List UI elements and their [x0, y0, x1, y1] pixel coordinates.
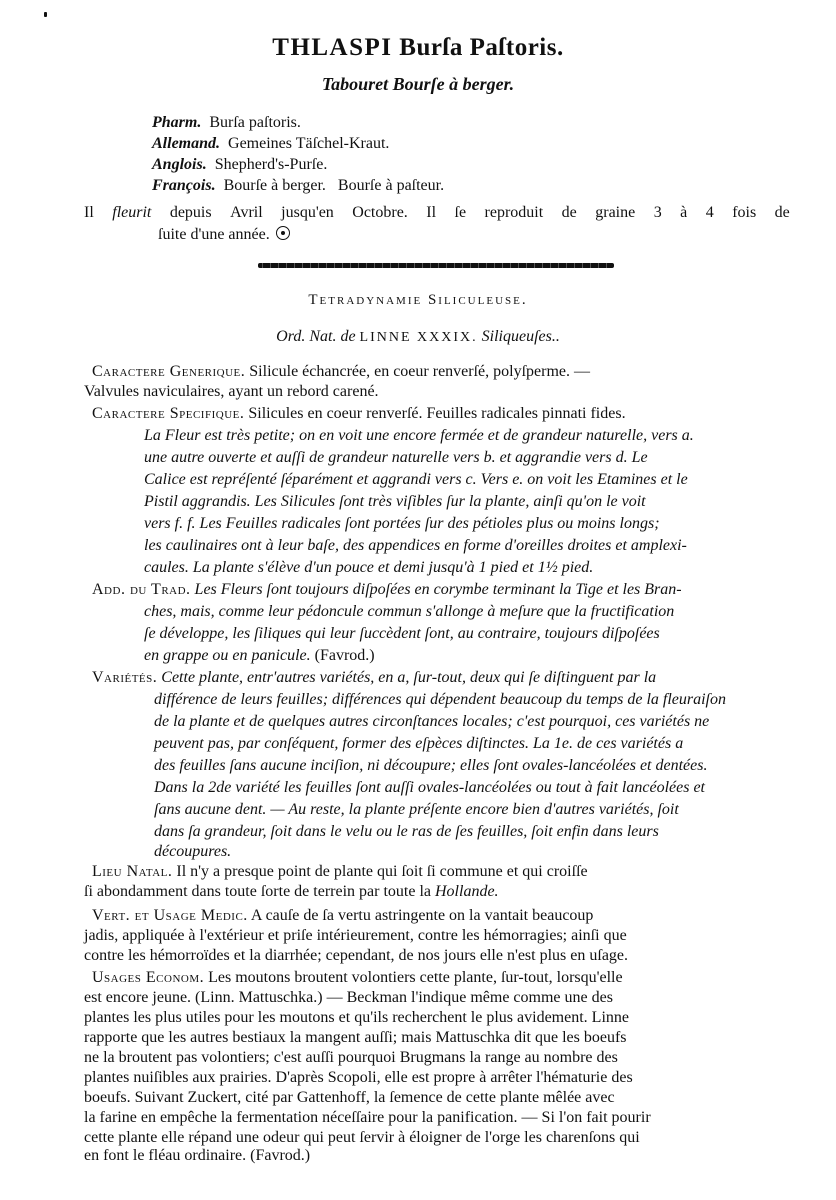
- text-line: [154, 822, 794, 842]
- italic-text: des feuilles ſans aucune inciſion, ni découpure; elles ſont ovales-lancéolées et dentées.: [154, 757, 708, 774]
- italic-text: découpures.: [154, 843, 232, 860]
- text-line: [84, 946, 784, 966]
- perennial-sun-symbol-icon: [276, 226, 290, 240]
- text-line: [154, 778, 794, 798]
- text-line: [144, 602, 794, 622]
- body-text: est encore jeune. (Linn. Mattuschka.) — Beckman l'indique même comme une des: [84, 989, 613, 1006]
- italic-text: dans ſa grandeur, ſoit dans le velu ou le ras de ſes feuilles, ſoit enfin dans leurs: [154, 823, 659, 840]
- name-language: Allemand.: [152, 135, 221, 152]
- body-text: Il n'y a presque point de plante qui ſoit ſi commune et qui croiſſe: [172, 863, 588, 880]
- body-text: rapporte que les autres bestiaux la mangent auſſi; mais Mattuschka dit que les boeufs: [84, 1029, 627, 1046]
- text-line: [84, 882, 564, 902]
- section-heading: Add. du Trad.: [92, 581, 191, 598]
- name-value: Shepherd's-Purſe.: [214, 156, 328, 173]
- body-text: cette plante elle répand une odeur qui peut ſervir à éloigner de l'orge les charenſons qui: [84, 1129, 640, 1146]
- name-value: Bourſe à berger. Bourſe à paſteur.: [223, 177, 445, 194]
- text-line: [144, 492, 794, 512]
- text-line: [84, 1146, 384, 1166]
- text-line: [84, 1088, 784, 1108]
- name-row-pharm: [152, 112, 444, 133]
- french-common-name: Tabouret Bourſe à berger.: [321, 74, 515, 94]
- genus-name: THLASPI: [272, 34, 393, 61]
- body-text: A cauſe de ſa vertu astringente on la vantait beaucoup: [247, 907, 594, 924]
- page-title: [0, 34, 836, 62]
- flowering-word: ſe: [454, 204, 467, 221]
- italic-text: Hollande.: [435, 883, 499, 900]
- italic-text: vers f. f. Les Feuilles radicales ſont portées ſur des pétioles plus ou moins longs;: [144, 515, 660, 532]
- text-line: [144, 514, 794, 534]
- body-text: (Favrod.): [310, 647, 375, 664]
- italic-text: Cette plante, entr'autres variétés, en a, ſur-tout, deux qui ſe diſtinguent par la: [157, 669, 657, 686]
- text-line: [84, 1128, 784, 1148]
- name-value: Burſa paſtoris.: [209, 114, 301, 131]
- body-text: plantes les plus utiles pour les moutons et qu'ils recherchent le plus avidement. Linne: [84, 1009, 629, 1026]
- name-value: Gemeines Täſchel-Kraut.: [228, 135, 390, 152]
- name-row-allemand: [152, 133, 444, 154]
- italic-text: ſe développe, les ſiliques qui leur ſuccèdent ſont, au contraire, toujours diſpoſées: [144, 625, 660, 642]
- flowering-word: fois: [732, 204, 757, 221]
- body-text: en font le fléau ordinaire. (Favrod.): [84, 1147, 311, 1164]
- body-text: plantes nuiſibles aux prairies. D'après Scopoli, elle est propre à arrêter l'hématurie des: [84, 1069, 633, 1086]
- text-line: [144, 536, 794, 556]
- flowering-period: [84, 202, 790, 246]
- name-language: François.: [152, 177, 216, 194]
- body-text: jadis, appliquée à l'extérieur et priſe intérieurement, contre les hémorragies; ainſi que: [84, 927, 627, 944]
- section-heading: Caractere Specifique.: [92, 405, 245, 422]
- section-heading: Vert. et Usage Medic.: [92, 907, 248, 924]
- natural-order-line: [0, 328, 836, 346]
- linnaean-class: Tetradynamie Siliculeuse.: [308, 292, 528, 308]
- flowering-word: Avril: [230, 204, 263, 221]
- flowering-word: Il: [426, 204, 437, 221]
- text-line: [154, 712, 794, 732]
- text-line: [84, 1008, 784, 1028]
- text-line: [144, 624, 794, 644]
- section-heading: Lieu Natal.: [92, 863, 173, 880]
- text-line: [84, 1048, 784, 1068]
- text-line: [84, 1028, 784, 1048]
- italic-text: peuvent pas, par conſéquent, former des eſpèces diſtinctes. La 1e. de ces variétés a: [154, 735, 684, 752]
- flowering-word: de: [774, 204, 790, 221]
- text-line: [84, 988, 784, 1008]
- section-heading: Caractere Generique.: [92, 363, 246, 380]
- order-prefix: Ord. Nat. de: [276, 328, 356, 345]
- italic-text: les caulinaires ont à leur baſe, des appendices en forme d'oreilles droites et amplexi-: [144, 537, 687, 554]
- text-line: [92, 862, 792, 882]
- text-line: [84, 1108, 784, 1128]
- text-line: [154, 756, 794, 776]
- vernacular-names-list: [152, 112, 444, 196]
- text-line: [92, 968, 792, 988]
- text-line: [144, 558, 684, 578]
- italic-text: ſans aucune dent. — Au reste, la plante préſente encore bien d'autres variétés, ſoit: [154, 801, 679, 818]
- name-language: Anglois.: [152, 156, 207, 173]
- italic-text: de la plante et de quelques autres circonſtances locales; c'est pourquoi, ces variétés ne: [154, 713, 710, 730]
- flowering-word: fleurit: [112, 204, 152, 221]
- text-line: [154, 842, 794, 862]
- body-text: Silicules en coeur renverſé. Feuilles radicales pinnati fides.: [244, 405, 626, 422]
- body-text: Silicule échancrée, en coeur renverſé, polyſperme. —: [245, 363, 591, 380]
- body-text: ne la broutent pas volontiers; c'est auſſi pourquoi Brugmans la range au nombre des: [84, 1049, 618, 1066]
- section-heading: Usages Econom.: [92, 969, 205, 986]
- body-text: ſi abondamment dans toute ſorte de terrein par toute la: [84, 883, 435, 900]
- italic-text: caules. La plante s'élève d'un pouce et demi jusqu'à 1 pied et 1½ pied.: [144, 559, 594, 576]
- flowering-word: Octobre.: [352, 204, 408, 221]
- text-line: [144, 646, 544, 666]
- body-text: contre les hémorroïdes et la diarrhée; cependant, de nos jours elle n'est plus en uſage.: [84, 947, 629, 964]
- italic-text: La Fleur est très petite; on en voit une encore fermée et de grandeur naturelle, vers a.: [144, 427, 694, 444]
- name-language: Pharm.: [152, 114, 202, 131]
- flowering-word: 4: [705, 204, 714, 221]
- text-line: [154, 690, 794, 710]
- species-name: Burſa Paſtoris.: [399, 34, 564, 61]
- flowering-word: graine: [595, 204, 636, 221]
- body-text: boeufs. Suivant Zuckert, cité par Gattenhoff, la ſemence de cette plante mêlée avec: [84, 1089, 615, 1106]
- body-text: Les moutons broutent volontiers cette plante, ſur-tout, lorsqu'elle: [204, 969, 623, 986]
- flowering-word: à: [680, 204, 688, 221]
- italic-text: ches, mais, comme leur pédoncule commun s'allonge à meſure que la fructification: [144, 603, 675, 620]
- text-line: [92, 580, 792, 600]
- italic-text: Dans la 2de variété les feuilles ſont auſſi ovales-lancéolées ou tout à fait lancéolées et: [154, 779, 705, 796]
- italic-text: en grappe ou en panicule.: [144, 647, 311, 664]
- text-line: [144, 470, 794, 490]
- section-heading: Variétés.: [92, 669, 158, 686]
- flowering-line-1: [84, 202, 790, 224]
- name-row-francois: [152, 175, 444, 196]
- text-line: [154, 800, 794, 820]
- italic-text: différence de leurs feuilles; différences qui dépendent beaucoup du temps de la fleuraiſon: [154, 691, 726, 708]
- italic-text: Calice est repréſenté ſéparément et aggrandi vers c. Vers e. on voit les Etamines et le: [144, 471, 688, 488]
- text-line: [84, 382, 784, 402]
- order-suffix: Siliqueuſes..: [481, 328, 560, 345]
- ink-speck: [44, 12, 47, 17]
- text-line: [144, 426, 794, 446]
- order-linne: LINNE XXXIX.: [359, 330, 478, 345]
- ornamental-divider: [258, 263, 614, 268]
- flowering-word: jusqu'en: [281, 204, 334, 221]
- flowering-word: de: [561, 204, 577, 221]
- text-line: [92, 404, 792, 424]
- body-text: la farine en empêche la fermentation néceſſaire pour la panification. — Si l'on fait pourir: [84, 1109, 651, 1126]
- flowering-word: reproduit: [484, 204, 544, 221]
- flowering-word: 3: [653, 204, 662, 221]
- text-line: [92, 362, 792, 382]
- text-line: [144, 448, 794, 468]
- text-line: [84, 1068, 784, 1088]
- text-line: [92, 906, 792, 926]
- body-text: Valvules naviculaires, ayant un rebord carené.: [84, 383, 379, 400]
- text-line: [84, 926, 784, 946]
- flowering-line-2-text: ſuite d'une année.: [158, 226, 270, 243]
- text-line: [154, 734, 794, 754]
- name-row-anglois: [152, 154, 444, 175]
- flowering-word: Il: [84, 204, 94, 221]
- flowering-word: depuis: [169, 204, 212, 221]
- text-line: [92, 668, 792, 688]
- italic-text: Pistil aggrandis. Les Silicules ſont très viſibles ſur la plante, ainſi qu'on le voit: [144, 493, 646, 510]
- italic-text: une autre ouverte et auſſi de grandeur naturelle vers b. et aggrandie vers d. Le: [144, 449, 648, 466]
- italic-text: Les Fleurs ſont toujours diſpoſées en corymbe terminant la Tige et les Bran-: [190, 581, 682, 598]
- flowering-line-2: [84, 224, 790, 246]
